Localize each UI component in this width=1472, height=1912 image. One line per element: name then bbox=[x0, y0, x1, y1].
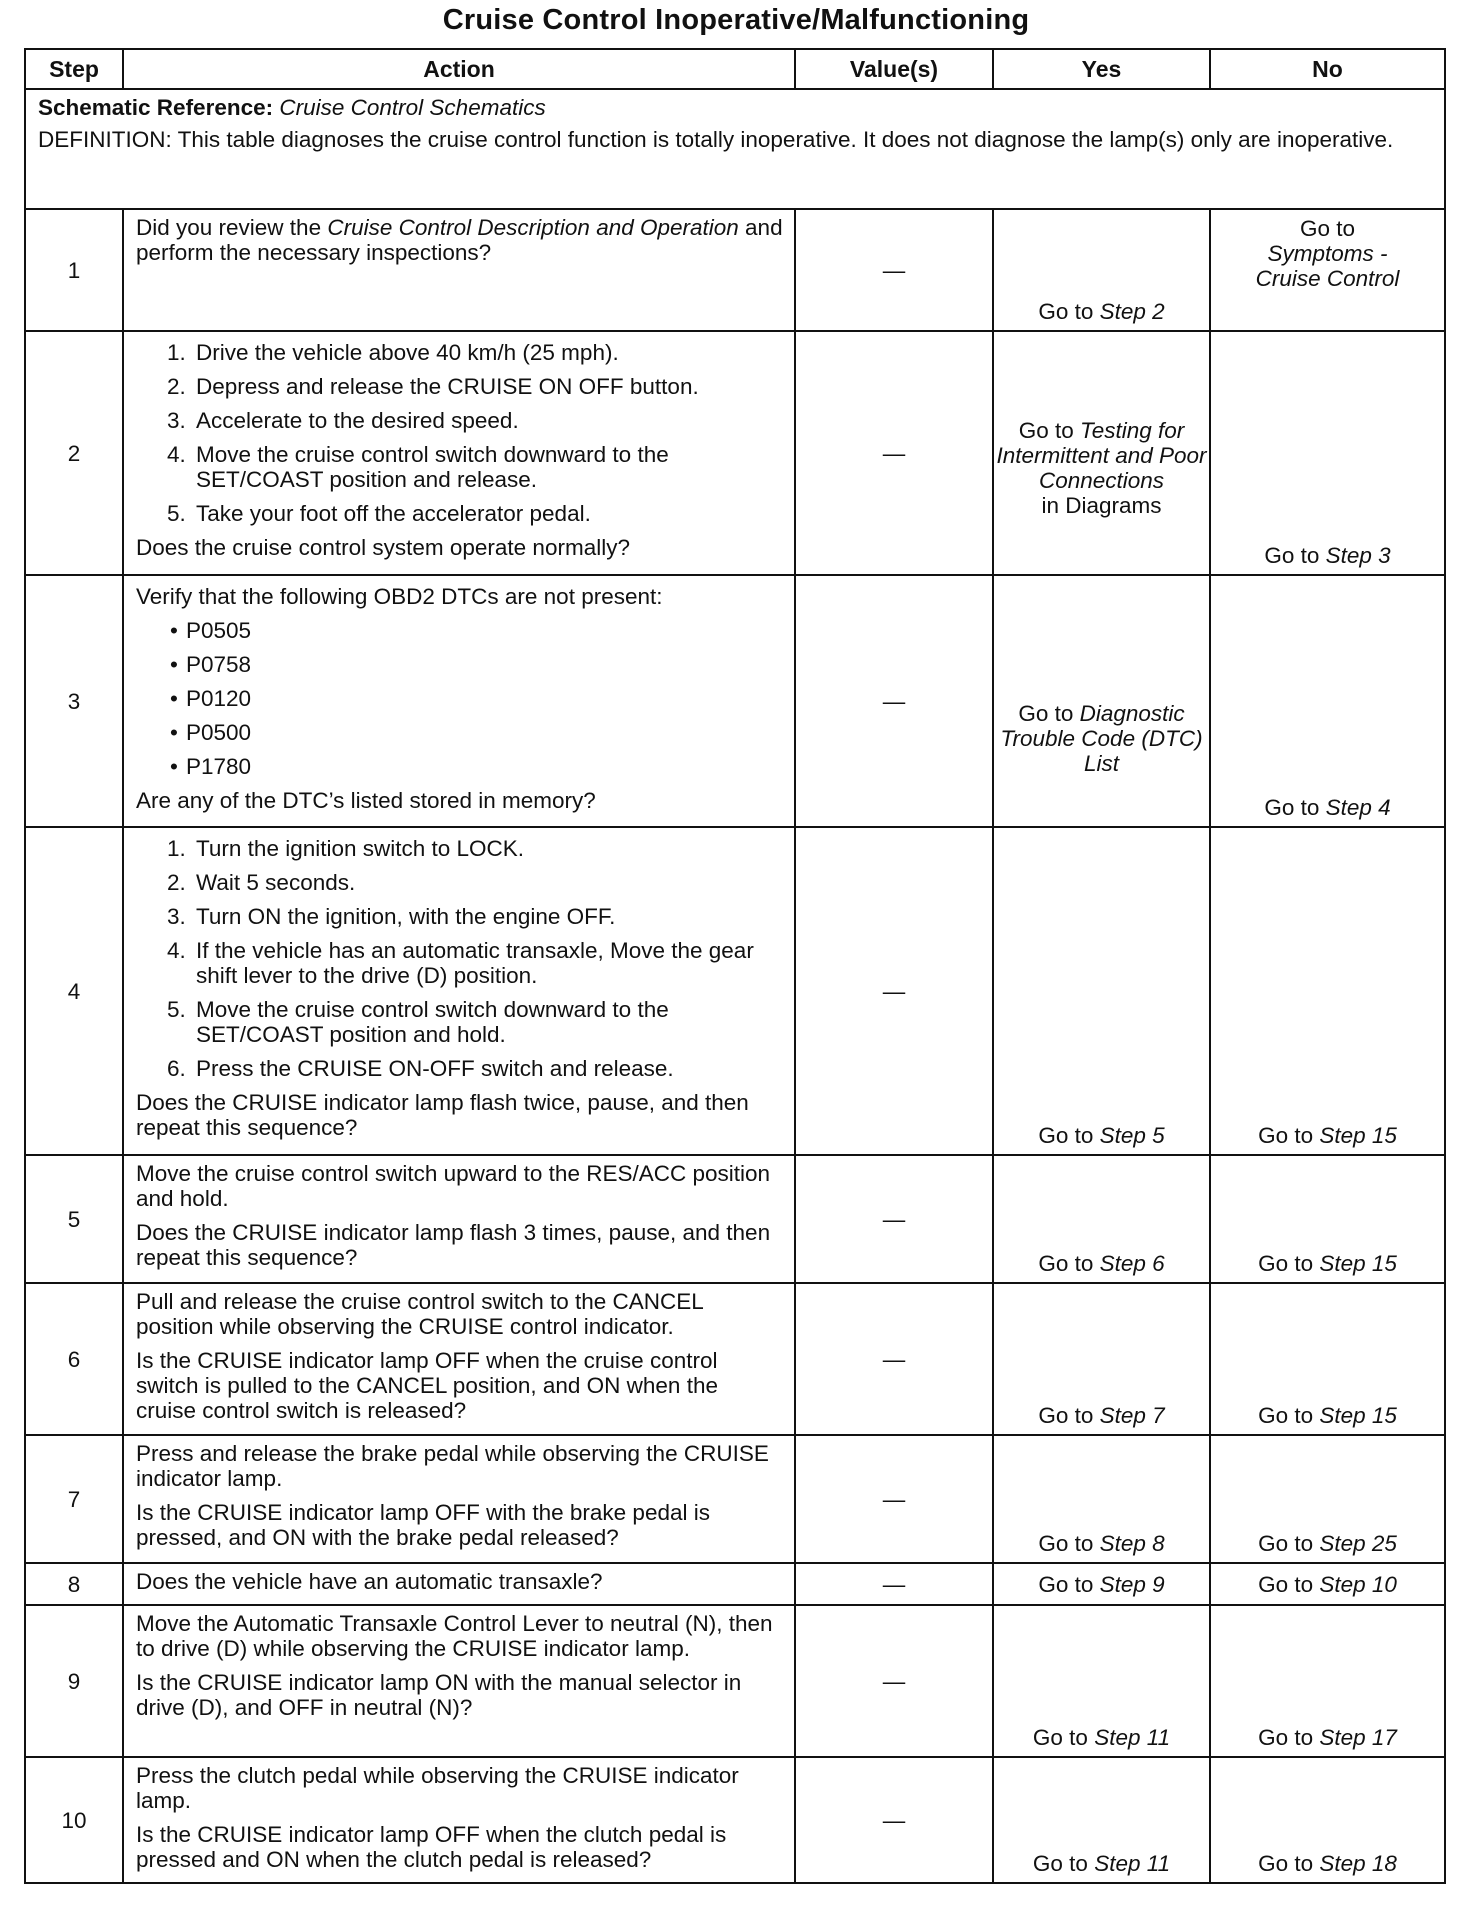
table-row bbox=[25, 575, 1445, 827]
list-item: • P1780 bbox=[186, 754, 784, 779]
value-dash: — bbox=[882, 1346, 906, 1372]
reference-link[interactable]: Cruise Control Description and Operation bbox=[327, 215, 739, 240]
list-item: • P0505 bbox=[186, 618, 784, 643]
value-dash: — bbox=[882, 978, 906, 1004]
no-link[interactable]: Go to Step 15 bbox=[1258, 1403, 1397, 1428]
action-text: Move the cruise control switch upward to the RES/ACC position and hold. bbox=[136, 1161, 771, 1211]
schematic-row bbox=[25, 89, 1445, 209]
list-item: 3. Turn ON the ignition, with the engine OFF. bbox=[192, 904, 784, 929]
no-link[interactable]: Go to Step 3 bbox=[1264, 543, 1391, 568]
yes-link[interactable]: Go to Step 2 bbox=[1038, 299, 1165, 324]
step-number: 7 bbox=[25, 1435, 123, 1563]
step-number: 10 bbox=[25, 1757, 123, 1883]
step-number: 6 bbox=[25, 1283, 123, 1435]
header-yes: Yes bbox=[993, 49, 1210, 89]
step-number: 1 bbox=[25, 209, 123, 331]
value-dash: — bbox=[882, 440, 906, 466]
yes-link[interactable]: Go to Step 7 bbox=[1038, 1403, 1165, 1428]
header-action: Action bbox=[123, 49, 795, 89]
header-no: No bbox=[1210, 49, 1445, 89]
diagnostic-table bbox=[24, 48, 1446, 1884]
question-text: Is the CRUISE indicator lamp OFF with the brake pedal is pressed, and ON with the brake pedal released? bbox=[136, 1500, 710, 1550]
list-item: 4. If the vehicle has an automatic transaxle, Move the gear shift lever to the drive (D) position. bbox=[192, 938, 784, 988]
table-row bbox=[25, 1757, 1445, 1883]
no-link[interactable]: Go to Step 10 bbox=[1258, 1571, 1397, 1597]
yes-link[interactable]: Go to Step 11 bbox=[1032, 1851, 1171, 1876]
action-text: Move the Automatic Transaxle Control Lever to neutral (N), then to drive (D) while observing the CRUISE indicator lamp. bbox=[136, 1611, 773, 1661]
header-row bbox=[25, 49, 1445, 89]
action-text: Did you review the Cruise Control Description and Operation and perform the necessary inspections? bbox=[136, 215, 783, 265]
yes-link[interactable]: Go to Step 6 bbox=[1038, 1251, 1165, 1276]
list-item: 5. Take your foot off the accelerator pedal. bbox=[192, 501, 784, 526]
definition-text: DEFINITION: This table diagnoses the cruise control function is totally inoperative. It does not diagnose the lamp(s) only are inoperative. bbox=[38, 127, 1394, 152]
question-text: Does the vehicle have an automatic transaxle? bbox=[136, 1569, 603, 1594]
instruction-list bbox=[136, 836, 784, 1081]
question-text: Is the CRUISE indicator lamp OFF when the clutch pedal is pressed and ON when the clutch pedal is released? bbox=[136, 1822, 727, 1872]
table-row bbox=[25, 331, 1445, 575]
value-dash: — bbox=[882, 688, 906, 714]
list-item: • P0500 bbox=[186, 720, 784, 745]
dtc-list bbox=[136, 618, 784, 779]
question-text: Are any of the DTC’s listed stored in memory? bbox=[136, 788, 596, 813]
header-values: Value(s) bbox=[795, 49, 993, 89]
list-item: 1. Turn the ignition switch to LOCK. bbox=[192, 836, 784, 861]
instruction-list bbox=[136, 340, 784, 526]
step-number: 2 bbox=[25, 331, 123, 575]
yes-link[interactable]: Go to Step 8 bbox=[1038, 1531, 1165, 1556]
list-item: 2. Depress and release the CRUISE ON OFF button. bbox=[192, 374, 784, 399]
question-text: Does the CRUISE indicator lamp flash 3 times, pause, and then repeat this sequence? bbox=[136, 1220, 771, 1270]
page-title: Cruise Control Inoperative/Malfunctioning bbox=[442, 4, 1030, 36]
list-item: • P0120 bbox=[186, 686, 784, 711]
list-item: 3. Accelerate to the desired speed. bbox=[192, 408, 784, 433]
schematic-label: Schematic Reference: bbox=[38, 95, 274, 120]
table-row bbox=[25, 1155, 1445, 1283]
list-item: 6. Press the CRUISE ON-OFF switch and release. bbox=[192, 1056, 784, 1081]
header-step: Step bbox=[25, 49, 123, 89]
yes-link[interactable]: Go to Step 5 bbox=[1038, 1123, 1165, 1148]
step-number: 8 bbox=[25, 1563, 123, 1605]
value-dash: — bbox=[882, 1206, 906, 1232]
step-number: 3 bbox=[25, 575, 123, 827]
question-text: Does the cruise control system operate normally? bbox=[136, 535, 630, 560]
no-link[interactable]: Go to Step 4 bbox=[1264, 795, 1391, 820]
step-number: 9 bbox=[25, 1605, 123, 1757]
no-link[interactable]: Go to Step 17 bbox=[1258, 1725, 1397, 1750]
value-dash: — bbox=[882, 1571, 906, 1597]
table-row bbox=[25, 1435, 1445, 1563]
no-link[interactable]: Go to Step 15 bbox=[1258, 1123, 1397, 1148]
question-text: Is the CRUISE indicator lamp ON with the manual selector in drive (D), and OFF in neutral (N)? bbox=[136, 1670, 742, 1720]
table-row bbox=[25, 209, 1445, 331]
step-number: 5 bbox=[25, 1155, 123, 1283]
no-link[interactable]: Go to Step 15 bbox=[1258, 1251, 1397, 1276]
table-row bbox=[25, 1283, 1445, 1435]
no-link[interactable]: Go to Symptoms - Cruise Control bbox=[1255, 216, 1400, 291]
no-link[interactable]: Go to Step 25 bbox=[1258, 1531, 1397, 1556]
table-row bbox=[25, 1563, 1445, 1605]
value-dash: — bbox=[882, 1668, 906, 1694]
value-dash: — bbox=[882, 1807, 906, 1833]
table-row bbox=[25, 827, 1445, 1155]
no-link[interactable]: Go to Step 18 bbox=[1258, 1851, 1397, 1876]
table-row bbox=[25, 1605, 1445, 1757]
intro-text: Verify that the following OBD2 DTCs are not present: bbox=[136, 584, 663, 609]
schematic-link[interactable]: Cruise Control Schematics bbox=[279, 95, 546, 120]
action-text: Press and release the brake pedal while observing the CRUISE indicator lamp. bbox=[136, 1441, 769, 1491]
yes-link[interactable]: Go to Step 9 bbox=[1038, 1571, 1165, 1597]
question-text: Is the CRUISE indicator lamp OFF when the cruise control switch is pulled to the CANCEL position, and ON when the cruise control switch is released? bbox=[136, 1348, 718, 1423]
yes-link[interactable]: Go to Testing for Intermittent and Poor Connections in Diagrams bbox=[996, 418, 1207, 518]
list-item: • P0758 bbox=[186, 652, 784, 677]
list-item: 5. Move the cruise control switch downward to the SET/COAST position and hold. bbox=[192, 997, 784, 1047]
question-text: Does the CRUISE indicator lamp flash twice, pause, and then repeat this sequence? bbox=[136, 1090, 749, 1140]
action-text: Pull and release the cruise control switch to the CANCEL position while observing the CRUISE control indicator. bbox=[136, 1289, 703, 1339]
yes-link[interactable]: Go to Diagnostic Trouble Code (DTC) List bbox=[1000, 701, 1203, 776]
list-item: 1. Drive the vehicle above 40 km/h (25 mph). bbox=[192, 340, 784, 365]
action-text: Press the clutch pedal while observing the CRUISE indicator lamp. bbox=[136, 1763, 739, 1813]
value-dash: — bbox=[882, 257, 906, 283]
list-item: 2. Wait 5 seconds. bbox=[192, 870, 784, 895]
value-dash: — bbox=[882, 1486, 906, 1512]
step-number: 4 bbox=[25, 827, 123, 1155]
list-item: 4. Move the cruise control switch downward to the SET/COAST position and release. bbox=[192, 442, 784, 492]
yes-link[interactable]: Go to Step 11 bbox=[1032, 1725, 1171, 1750]
